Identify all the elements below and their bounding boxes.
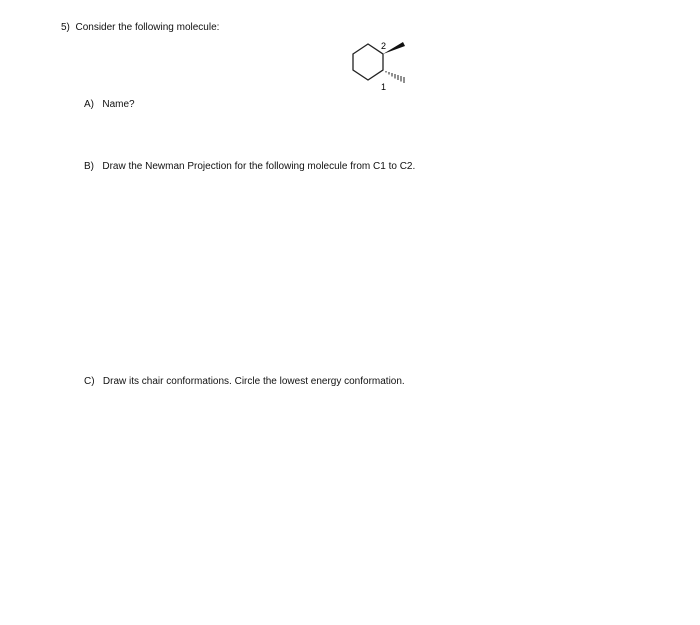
hashed-bond-methyl — [386, 71, 404, 83]
wedge-bond-methyl — [383, 42, 405, 54]
carbon-label-1: 1 — [381, 82, 387, 92]
part-b — [84, 161, 415, 172]
part-b-letter: B) — [84, 161, 94, 172]
question-number: 5) — [61, 22, 70, 33]
part-a-text: Name? — [102, 99, 135, 110]
part-c-text: Draw its chair conformations. Circle the lowest energy conformation. — [102, 376, 405, 387]
cyclohexane-ring — [353, 44, 383, 80]
part-b-text: Draw the Newman Projection for the following molecule from C1 to C2. — [102, 161, 416, 172]
carbon-label-2: 2 — [381, 41, 387, 51]
part-c-letter: C) — [84, 376, 95, 387]
part-a — [84, 99, 135, 110]
part-c — [84, 376, 405, 387]
question-prompt: Consider the following molecule: — [75, 22, 220, 33]
part-a-letter: A) — [84, 99, 94, 110]
